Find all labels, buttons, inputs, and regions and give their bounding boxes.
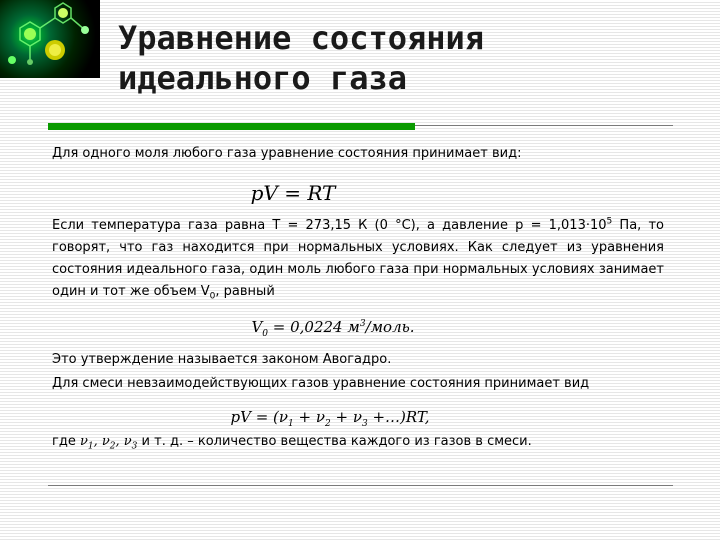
molar-volume-equation: $V_0 = 0,0224$ $м^3$/моль.: [251, 318, 415, 339]
slide-body: [52, 143, 664, 453]
title-divider-line: [415, 125, 673, 126]
normal-conditions-paragraph: Если температура газа равна Т = 273,15 К (0 °С), а давление $р = 1,013\cdot 10^5$ Па, то говорят, что газ находится при нормальных условиях. Как следует из уравнения состояния идеального газа, один моль любого газа при нормальных условиях занимает один и тот же объем $V_0$, равный: [52, 216, 664, 302]
intro-text: Для одного моля любого газа уравнение состояния принимает вид:: [52, 146, 522, 161]
bottom-divider-line: [48, 485, 673, 486]
slide-title: Уравнение состояния идеального газа: [118, 19, 485, 97]
mixture-intro-text: Для смеси невзаимодействующих газов уравнение состояния принимает вид: [52, 376, 590, 391]
title-accent-bar: [48, 123, 415, 130]
ideal-gas-equation: pV = RT: [250, 181, 336, 205]
avogadro-law-text: Это утверждение называется законом Авогадро.: [52, 352, 392, 367]
gas-mixture-equation: pV = ($\nu_1 + \nu_2 + \nu_3$ +…)RT,: [230, 408, 430, 429]
mixture-explanation-text: где $\nu_1$, $\nu_2$, $\nu_3$ и т. д. – количество вещества каждого из газов в смеси.: [52, 434, 532, 452]
decorative-molecule-image: [0, 0, 100, 78]
